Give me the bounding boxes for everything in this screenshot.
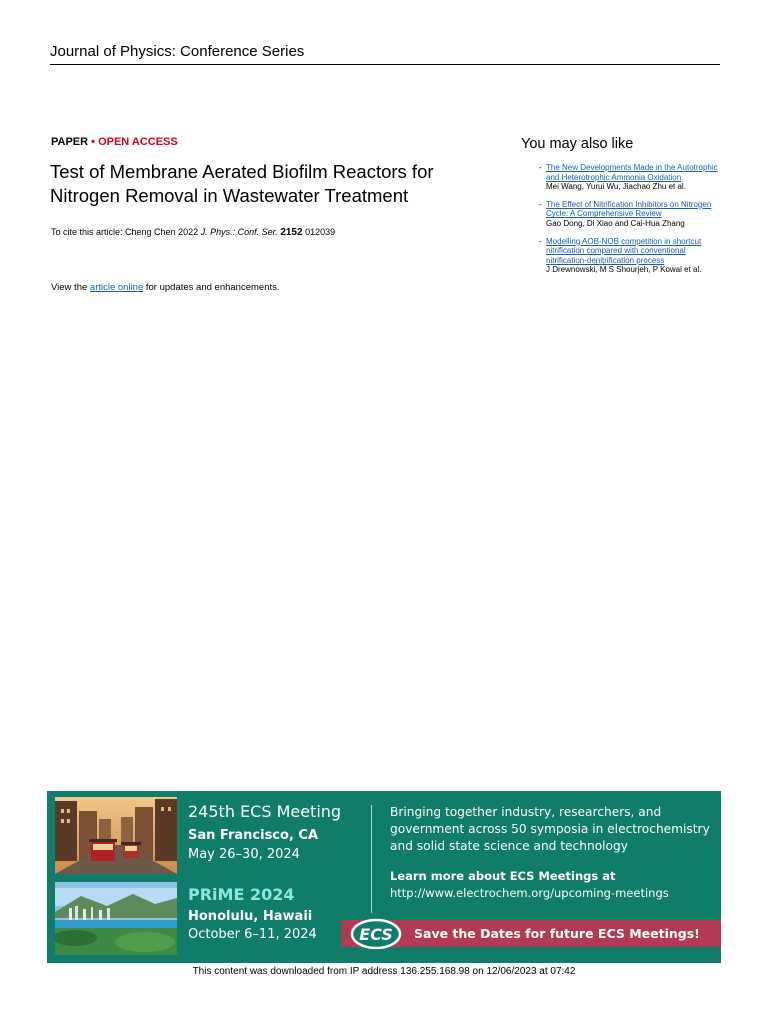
- event2-name: PRiME 2024: [188, 885, 295, 904]
- related-item: [521, 237, 721, 275]
- meetings-url-link[interactable]: http://www.electrochem.org/upcoming-meetings: [390, 886, 669, 900]
- citation-article-number: 012039: [305, 227, 336, 237]
- citation: [51, 226, 335, 239]
- article-online-link[interactable]: article online: [89, 282, 144, 293]
- related-item-link[interactable]: Modelling AOB-NOB competition in shortcut nitrification compared with conventional nitrification-denitrification process: [546, 236, 702, 265]
- related-item: [521, 163, 721, 192]
- related-item: [521, 200, 721, 229]
- ecs-logo-text: ECS: [359, 925, 393, 944]
- related-heading: You may also like: [521, 136, 634, 152]
- event1-name: 245th ECS Meeting: [188, 802, 342, 821]
- citation-prefix: To cite this article: Cheng Chen 2022: [51, 227, 201, 237]
- list-dash: -: [539, 236, 542, 246]
- related-item-link[interactable]: The New Developments Made in the Autotrophic and Heterotrophic Ammonia Oxidation: [546, 163, 718, 182]
- related-item-authors: Mei Wang, Yurui Wu, Jiachao Zhu et al.: [546, 182, 686, 192]
- event2-date: October 6–11, 2024: [188, 927, 317, 942]
- ecs-meetings-banner[interactable]: [47, 791, 721, 963]
- banner-divider: [371, 805, 372, 913]
- separator-dot: •: [88, 136, 99, 148]
- list-dash: -: [539, 199, 542, 209]
- event2-city: Honolulu, Hawaii: [188, 909, 313, 924]
- view-online-suffix: for updates and enhancements.: [143, 282, 280, 293]
- article-title: Test of Membrane Aerated Biofilm Reactors for Nitrogen Removal in Wastewater Treatment: [50, 161, 434, 206]
- ecs-logo-icon: [350, 918, 402, 950]
- journal-name: Journal of Physics: Conference Series: [50, 42, 720, 65]
- event1-city: San Francisco, CA: [188, 828, 319, 843]
- honolulu-photo: [55, 882, 177, 955]
- citation-volume: 2152: [280, 227, 303, 238]
- related-item-link[interactable]: The Effect of Nitrification Inhibitors on Nitrogen Cycle: A Comprehensive Review: [546, 199, 712, 219]
- paper-type-label: [51, 136, 178, 148]
- related-articles: [521, 134, 721, 283]
- list-dash: -: [539, 163, 542, 172]
- event1-date: May 26–30, 2024: [188, 847, 300, 862]
- citation-journal: J. Phys.: Conf. Ser.: [200, 227, 278, 237]
- san-francisco-photo: [55, 797, 177, 874]
- view-online-prefix: View the: [51, 282, 90, 293]
- paper-type: PAPER: [51, 136, 89, 148]
- save-dates-text: Save the Dates for future ECS Meetings!: [414, 926, 700, 941]
- view-online-line: [51, 282, 280, 294]
- learn-more-text: Learn more about ECS Meetings at: [390, 869, 616, 883]
- open-access-badge: OPEN ACCESS: [98, 136, 178, 148]
- download-footer: This content was downloaded from IP address 136.255.168.98 on 12/06/2023 at 07:42: [192, 966, 576, 977]
- related-item-authors: Gao Dong, Di Xiao and Cai-Hua Zhang: [546, 218, 685, 228]
- related-item-authors: J Drewnowski, M S Shourjeh, P Kowal et al.: [546, 265, 702, 275]
- banner-blurb: Bringing together industry, researchers, and government across 50 symposia in electrochemistry and solid state science and technology: [390, 805, 710, 853]
